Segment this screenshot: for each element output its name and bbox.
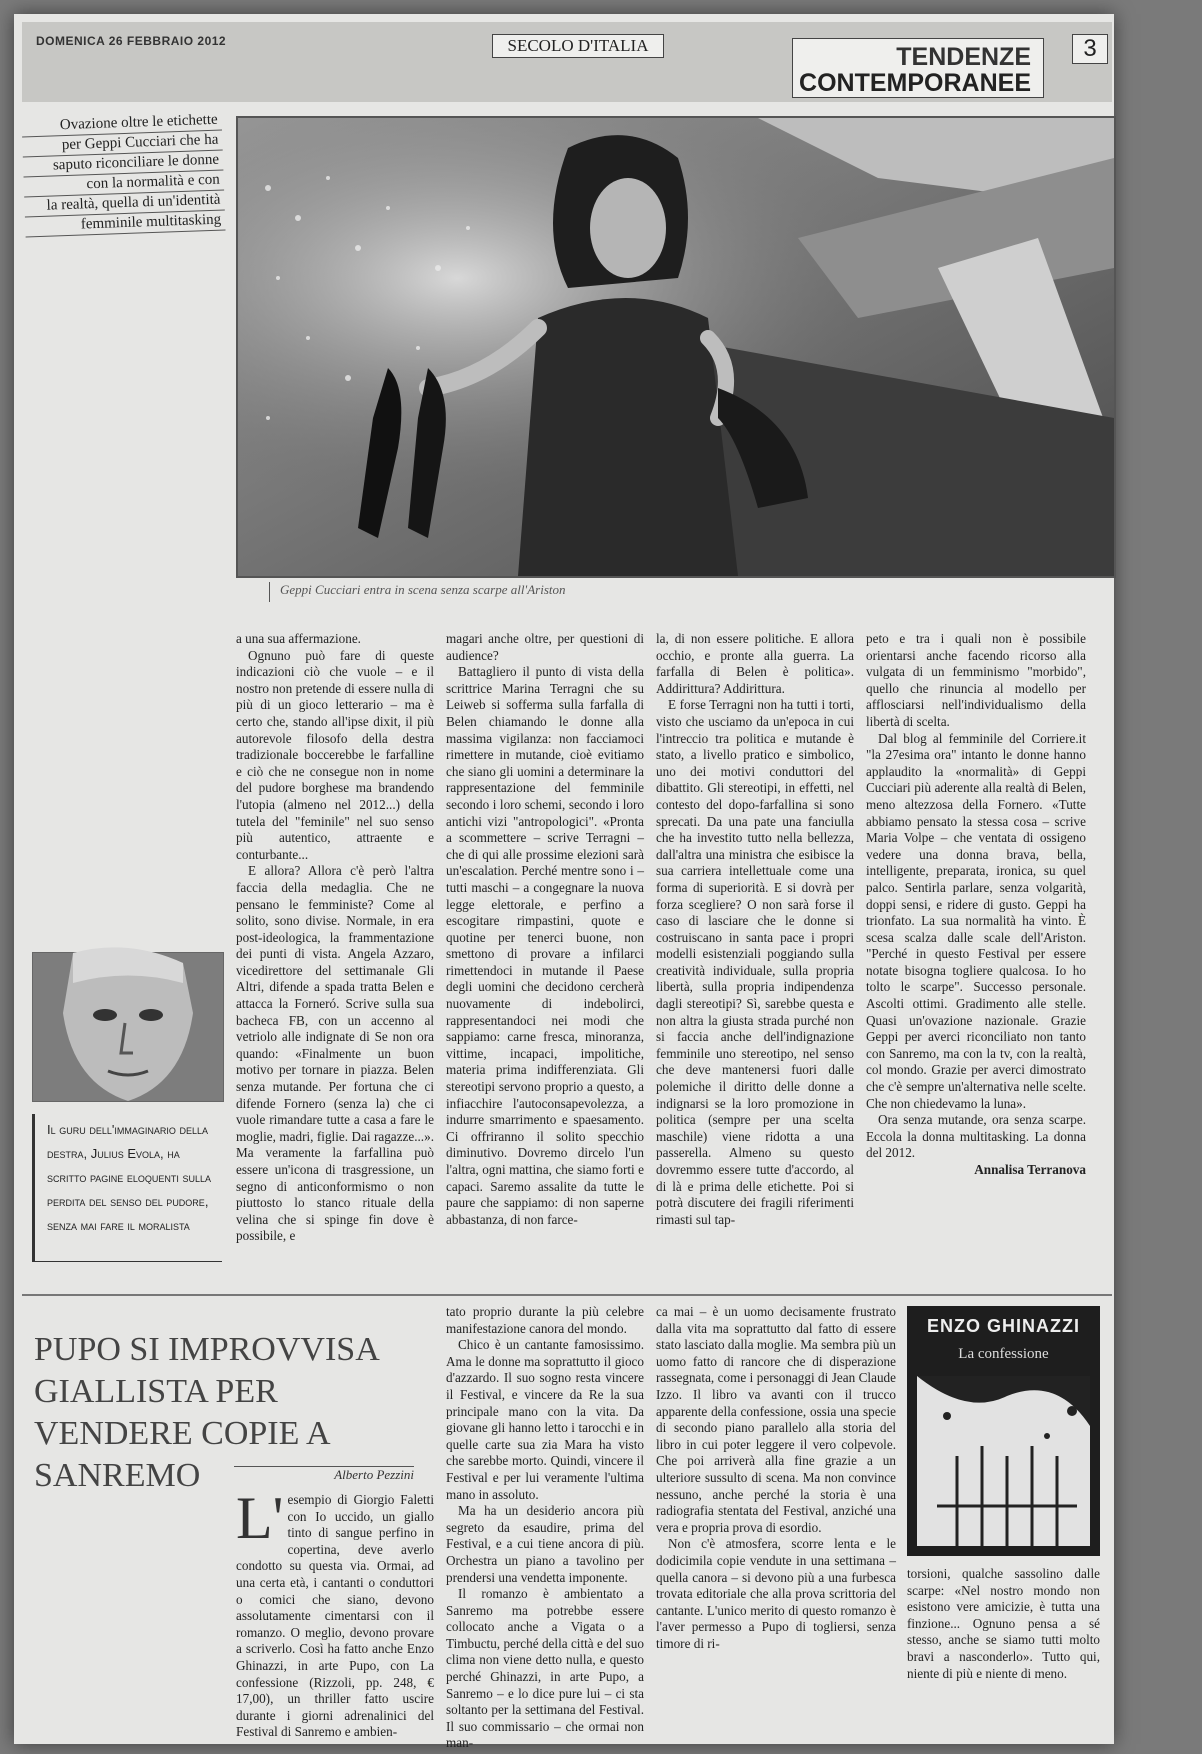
article2-column-1 — [236, 1485, 434, 1742]
issue-date: DOMENICA 26 FEBBRAIO 2012 — [36, 34, 227, 48]
subtitle-line: Ovazione oltre le etichette — [21, 111, 222, 138]
article-paragraph: magari anche oltre, per questioni di audience? — [446, 631, 644, 663]
article2-column-4 — [907, 1566, 1100, 1742]
article2-headline: PUPO SI IMPROVVISA GIALLISTA PER VENDERE COPIE A SANREMO — [34, 1330, 378, 1494]
stage-photo-illustration — [238, 118, 1114, 576]
dropcap: L' — [236, 1485, 284, 1551]
article-paragraph: E allora? Allora c'è però l'altra faccia della medaglia. Che ne pensano le femministe? Come al solito, sono divise. Normale, in era post-ideologica, la frammentazione dei punti di vista. Angela Azzaro, vicedirettore del settimanale Gli Altri, difende a spada tratta Belen e attacca la Forneró. Scrive sulla sua bacheca FB, con un accenno al vetriolo alle indignate di Se non ora quando: «Finalmente un buon motivo per tornare in piazza. Belen senza mutande. Per fortuna che ci difende Fornero (senza la) che ci vuole rimandare tutte a casa a fare le moglie, madri, figlie. Dai ragazze...». Ma veramente la farfallina può essere un'icona di trasgressione, un segno di anticonformismo o non piuttosto lo stanco rituale della velina che si spinge fin dove è possibile, e — [236, 863, 434, 1244]
article-paragraph: E forse Terragni non ha tutti i torti, visto che usciamo da un'epoca in cui l'intreccio tra politica e mutande è stato, a livello pratico e simbolico, uno dei motivi conduttori del dibattito. Gli stereotipi, in effetti, nel contesto del dopo-farfallina si sono sprecati. Da una pate una fanciulla che ha investito tutto nella bellezza, dall'altra una ministra che esibisce la sua carriera intellettuale come una forma di superiorità. E si dovrà per forza scegliere? O non sarà forse il caso di lasciare che le donne si costruiscano in santa pace i propri modelli esistenziali poggiando sulla creatività individuale, sulla propria libertà, sulla propria indipendenza dagli stereotipi? Sì, sarebbe questa e non altra la giusta strada purché non si faccia anche dell'indignazione femminile uno stereotipo, nel senso che deve mantenersi fuori dalle polemiche il diritto delle donne a indignarsi se la loro promozione in politica (sempre per una scelta maschile) viene ridotta a una passerella. Almeno su questo dovremmo essere tutte d'accordo, al di là e prima delle etichette. Poi si potrà discutere dei fragili riferimenti rimasti sul tap- — [656, 697, 854, 1227]
article-paragraph: tato proprio durante la più celebre manifestazione canora del mondo. — [446, 1304, 644, 1336]
section-title-line2: CONTEMPORANEE — [799, 69, 1031, 97]
article-paragraph: Ognuno può fare di queste indicazioni ciò che vuole – e il nostro non pretende di essere nulla di più di un gioco letterario – ma è certo che, stando all'ipse dixit, il più autorevole filosofo della destra tradizionale boccerebbe le farfalline e ciò che ne consegue non in nome del pudore borghese ma brandendo l'utopia (almeno nel 2012...) della tutela del "feminile" nel suo senso più autentico, attraente e conturbante... — [236, 647, 434, 862]
article-paragraph: Il romanzo è ambientato a Sanremo ma potrebbe essere collocato anche a Vigata o a Timbuctu, perché della città e del suo clima non viene detto nulla, e questo perché Ghinazzi, in arte Pupo, a Sanremo – e lo dice pure lui – ci sta soltanto per la settimana del Festival. Il suo commissario – che ormai non man- — [446, 1586, 644, 1751]
book-cover — [907, 1306, 1100, 1556]
evola-portrait — [32, 952, 224, 1102]
book-cover-art — [907, 1306, 1100, 1556]
article-paragraph: la, di non essere politiche. E allora occhio, e pronte alla guerra. La farfalla di Belen è politica». Addirittura? Addirittura. — [656, 631, 854, 696]
author-signature: Annalisa Terranova — [974, 1162, 1086, 1177]
subtitle-line: la realtà, quella di un'identità — [24, 191, 225, 218]
subtitle-line: femminile multitasking — [25, 210, 226, 237]
masthead: SECOLO D'ITALIA — [492, 34, 664, 58]
article-paragraph: Dal blog al femminile del Corriere.it "la 27esima ora" intanto le donne hanno applaudito la «normalità» di Geppi Cucciari più aderente alla realtà di Belen, meno altezzosa della Fornero. «Tutte abbiamo pensato la stessa cosa – scrive Maria Volpe – che ventata di ossigeno vedere una donna brava, bella, intelligente, preparata, ironica, su quel palco. Sentirla parlare, senza volgarità, doppi sensi, e ridere di gusto. Geppi ha trionfato. La sua normalità ha vinto. È scesa scalza dalle scale dell'Ariston. "Perché in questo Festival per essere notate bisogna togliere qualcosa. Io ho tolto le scarpe". Successo personale. Ascolti ottimi. Gradimento alle stelle. Quasi un'ovazione nazionale. Grazie Geppi per averci riconciliato non tanto con Sanremo, ma con la tv, con la realtà, col mondo. Grazie per averci dimostrato che c'è sempre un'alternativa nelle scelte. Che non chiedevamo la luna». — [866, 730, 1086, 1111]
article-paragraph: Chico è un cantante famosissimo. Ama le donne ma soprattutto il gioco d'azzardo. Il suo sogno resta vincere il Festival, e vincere da Re la sua principale mano con la vita. Da giovane gli hanno letto i tarocchi e in quelle carte sua zia Mara ha visto che sarebbe morto. Quindi, vincere il Festival e per lui veramente l'ultima mano in assoluto. — [446, 1337, 644, 1502]
article-paragraph: Battagliero il punto di vista della scrittrice Marina Terragni che su Leiweb si sofferma sulla farfalla di Belen chiamando le donne alla massima vigilanza: non facciamoci rimettere in mutande, cioè evitiamo che siano gli uomini a determinare la rappresentazione del femminile secondo i loro schemi, secondo i loro antichi vizi "antropologici". «Pronta a scommettere – scrive Terragni – che di qui alle prossime elezioni sarà un'escalation. Perché mentre sono i – tutti maschi – a congegnare la nuova legge elettorale, e perfino a escogitare rimpastini, quote e quotine per tenerci buone, non smettono di provare a infilarci rimettendoci in mutande il Paese degli uomini che decidono cercherà nuovamente di indebolirci, rappresentandoci nei modi che sappiamo: carne fresca, minoranza, vittime, incapaci, impolitiche, materia prima indifferenziata. Gli stereotipi servono proprio a questo, a infiacchire l'autoconsapevolezza, a indurre smarrimento e spaesamento. Ci offriranno il solito specchio diminutivo. Dovremo dircelo l'un l'altra, ogni mattina, che siamo forti e capaci. Saremo assalite da tutte le paure che sappiamo: di non saperne abbastanza, di non farce- — [446, 664, 644, 1227]
portrait-illustration — [33, 953, 223, 1101]
page-number: 3 — [1072, 34, 1108, 64]
main-photo — [236, 116, 1116, 578]
book-title: La confessione — [958, 1346, 1049, 1362]
pull-quote: Il guru dell'immaginario della destra, Julius Evola, ha scritto pagine eloquenti sulla perdita del senso del pudore, senza mai fare il moralista — [32, 1114, 222, 1262]
photo-caption: Geppi Cucciari entra in scena senza scarpe all'Ariston — [269, 582, 566, 602]
article-paragraph: Ora senza mutande, ora senza scarpe. Eccola la donna multitasking. La donna del 2012. — [866, 1112, 1086, 1161]
article2-column-3 — [656, 1304, 896, 1740]
article1-column-1 — [236, 631, 434, 1279]
article1-column-4 — [866, 631, 1086, 1279]
article-paragraph: Non c'è atmosfera, scorre lenta e le dodicimila copie vendute in una settimana – quella canora – si devono più a una furbesca trovata editoriale che alla prova scrittoria del cantante. L'unico merito di questo romanzo è l'aver permesso a Pupo di togliersi, senza timore di ri- — [656, 1536, 896, 1651]
newspaper-page — [14, 14, 1114, 1751]
section-title — [792, 38, 1044, 98]
article-paragraph: ca mai – è un uomo decisamente frustrato dalla vita ma soprattutto dal fatto di essere stato lasciato dalla moglie. Ma sembra più un uomo fatto di rancore che di disperazione rassegnata, come i personaggi di Jean Claude Izzo. Il libro va avanti con il trucco apparente della confessione, ossia una specie di secondo piano parallelo alla storia del libro in cui poter leggere il vero colpevole. Che poi arriverà alla fine grazie a un ulteriore sussulto di scena. Ma non convince nessuno, anche perché la storia è una radiografia stentata del Festival, anziché una vera e propria prova di esordio. — [656, 1304, 896, 1535]
section-divider — [22, 1294, 1112, 1296]
article-paragraph: Ma ha un desiderio ancora più segreto da esaudire, prima del Festival, e a cui tiene ancora di più. Orchestra un piano a tavolino per prendersi una vendetta imponente. — [446, 1503, 644, 1585]
header-band — [22, 22, 1112, 102]
subtitle-line: per Geppi Cucciari che ha — [22, 131, 223, 158]
book-author: ENZO GHINAZZI — [927, 1316, 1080, 1336]
article-paragraph: peto e tra i quali non è possibile orientarsi anche facendo ricorso alla vulgata di un femminismo "morbido", quello che rinuncia al modello per afflosciarsi nell'individualismo della libertà di scelta. — [866, 631, 1086, 729]
article1-column-2 — [446, 631, 644, 1279]
article-paragraph: a una sua affermazione. — [236, 631, 361, 646]
article-paragraph: esempio di Giorgio Faletti con Io uccido, un giallo tinto di sangue perfino in copertina, deve averlo condotto su questa via. Ormai, ad una certa età, i cantanti o conduttori o comici che siano, devono assolutamente cimentarsi con il romanzo. O meglio, devono provare a scriverlo. Così ha fatto anche Enzo Ghinazzi, in arte Pupo, con La confessione (Rizzoli, pp. 248, € 17,00), un thriller fatto uscire durante i giorni adrenalinici del Festival di Sanremo e ambien- — [236, 1492, 434, 1740]
subtitle-line: con la normalità e con — [24, 171, 225, 198]
article2-column-2 — [446, 1304, 644, 1751]
article-paragraph: torsioni, qualche sassolino dalle scarpe: «Nel nostro mondo non esistono vere amicizie, è tutta una finzione... Ognuno pensa a sé stesso, anche se siamo tutti molto bravi a nasconderlo». Tutto qui, niente di più e niente di meno. — [907, 1566, 1100, 1681]
subtitle-line: saputo riconciliare le donne — [23, 151, 224, 178]
article2-byline: Alberto Pezzini — [234, 1466, 414, 1483]
section-title-line1: TENDENZE — [896, 43, 1031, 71]
article1-column-3 — [656, 631, 854, 1279]
subtitle-box — [21, 111, 226, 268]
